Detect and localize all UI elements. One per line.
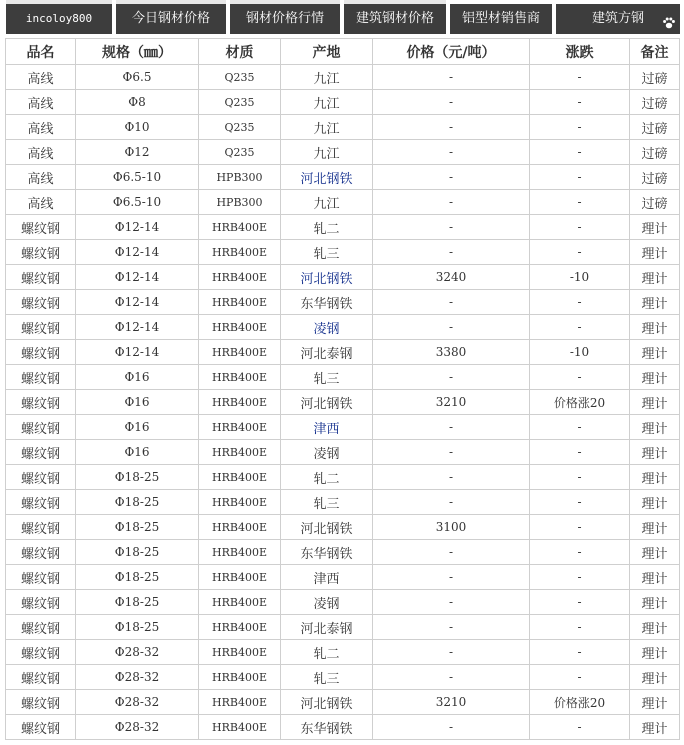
cell-price: - [373,565,530,590]
cell-spec: Φ18-25 [76,590,199,615]
origin-link[interactable]: 河北钢铁 [281,265,373,290]
cell-price: 3380 [373,340,530,365]
cell-price: - [373,465,530,490]
cell-material: HRB400E [199,540,281,565]
cell-product: 螺纹钢 [6,365,76,390]
cell-price: - [373,140,530,165]
table-row [6,215,680,240]
cell-note: 理计 [630,440,680,465]
cell-product: 螺纹钢 [6,715,76,740]
cell-spec: Φ28-32 [76,665,199,690]
table-row [6,240,680,265]
cell-note: 过磅 [630,165,680,190]
cell-note: 理计 [630,340,680,365]
table-row [6,115,680,140]
table-row [6,490,680,515]
table-row [6,615,680,640]
cell-change: - [530,240,630,265]
cell-origin: 九江 [281,90,373,115]
cell-product: 螺纹钢 [6,315,76,340]
cell-change: -10 [530,340,630,365]
cell-product: 螺纹钢 [6,490,76,515]
cell-change: -10 [530,265,630,290]
table-row [6,565,680,590]
cell-origin: 凌钢 [281,440,373,465]
cell-price: - [373,90,530,115]
cell-origin: 九江 [281,140,373,165]
cell-material: HPB300 [199,165,281,190]
cell-price: - [373,365,530,390]
cell-change: - [530,190,630,215]
cell-material: HRB400E [199,590,281,615]
header-note: 备注 [630,39,680,65]
cell-origin: 九江 [281,115,373,140]
table-row [6,290,680,315]
header-product: 品名 [6,39,76,65]
cell-material: Q235 [199,90,281,115]
cell-product: 螺纹钢 [6,390,76,415]
cell-material: HRB400E [199,565,281,590]
cell-price: 3210 [373,690,530,715]
cell-product: 螺纹钢 [6,540,76,565]
cell-note: 理计 [630,540,680,565]
cell-material: HRB400E [199,440,281,465]
cell-price: - [373,165,530,190]
cell-product: 高线 [6,90,76,115]
cell-change: - [530,415,630,440]
table-row [6,690,680,715]
cell-note: 理计 [630,265,680,290]
cell-product: 螺纹钢 [6,515,76,540]
cell-note: 理计 [630,665,680,690]
cell-material: HRB400E [199,715,281,740]
cell-material: HRB400E [199,215,281,240]
cell-change: 价格涨20 [530,390,630,415]
cell-product: 螺纹钢 [6,265,76,290]
cell-origin: 河北钢铁 [281,515,373,540]
table-row [6,165,680,190]
table-row [6,190,680,215]
header-origin: 产地 [281,39,373,65]
cell-change: - [530,590,630,615]
cell-spec: Φ16 [76,415,199,440]
cell-spec: Φ12 [76,140,199,165]
cell-note: 理计 [630,365,680,390]
cell-change: - [530,515,630,540]
cell-price: 3100 [373,515,530,540]
header-spec: 规格（㎜） [76,39,199,65]
cell-note: 理计 [630,640,680,665]
cell-origin: 轧三 [281,665,373,690]
header-price: 价格（元/吨） [373,39,530,65]
cell-change: - [530,665,630,690]
cell-spec: Φ12-14 [76,340,199,365]
cell-material: Q235 [199,140,281,165]
cell-origin: 轧三 [281,365,373,390]
nav-tab-steel-price-market[interactable]: 钢材价格行情 [230,4,340,34]
cell-price: - [373,490,530,515]
cell-change: - [530,290,630,315]
cell-change: - [530,115,630,140]
cell-material: HRB400E [199,465,281,490]
cell-price: - [373,615,530,640]
cell-spec: Φ12-14 [76,215,199,240]
cell-spec: Φ18-25 [76,490,199,515]
cell-origin: 轧三 [281,490,373,515]
cell-spec: Φ16 [76,365,199,390]
origin-link[interactable]: 凌钢 [281,315,373,340]
cell-material: HRB400E [199,290,281,315]
cell-spec: Φ10 [76,115,199,140]
cell-spec: Φ12-14 [76,290,199,315]
table-row [6,440,680,465]
cell-product: 螺纹钢 [6,690,76,715]
cell-origin: 河北泰钢 [281,340,373,365]
cell-product: 螺纹钢 [6,465,76,490]
cell-change: - [530,165,630,190]
cell-material: HRB400E [199,415,281,440]
table-row [6,515,680,540]
table-header-row [6,39,680,65]
cell-note: 理计 [630,515,680,540]
cell-product: 螺纹钢 [6,415,76,440]
cell-change: - [530,315,630,340]
origin-link[interactable]: 津西 [281,415,373,440]
table-row [6,315,680,340]
cell-spec: Φ6.5 [76,65,199,90]
cell-spec: Φ16 [76,440,199,465]
cell-material: HRB400E [199,240,281,265]
cell-price: 3210 [373,390,530,415]
cell-note: 理计 [630,215,680,240]
table-row [6,365,680,390]
cell-material: Q235 [199,115,281,140]
nav-tab-today-steel-price[interactable]: 今日钢材价格 [116,4,226,34]
cell-product: 螺纹钢 [6,240,76,265]
cell-material: HRB400E [199,265,281,290]
cell-note: 理计 [630,315,680,340]
cell-note: 理计 [630,390,680,415]
table-row [6,265,680,290]
cell-note: 理计 [630,715,680,740]
cell-material: HPB300 [199,190,281,215]
cell-price: - [373,115,530,140]
cell-spec: Φ18-25 [76,515,199,540]
cell-change: - [530,540,630,565]
cell-change: 价格涨20 [530,690,630,715]
cell-change: - [530,640,630,665]
cell-note: 理计 [630,490,680,515]
cell-spec: Φ6.5-10 [76,165,199,190]
paw-icon [662,16,676,30]
cell-price: - [373,665,530,690]
cell-origin: 轧二 [281,215,373,240]
cell-change: - [530,715,630,740]
cell-product: 高线 [6,115,76,140]
table-row [6,640,680,665]
cell-note: 理计 [630,565,680,590]
cell-product: 高线 [6,190,76,215]
cell-product: 螺纹钢 [6,640,76,665]
cell-note: 过磅 [630,90,680,115]
cell-origin: 东华钢铁 [281,715,373,740]
cell-origin: 九江 [281,65,373,90]
cell-change: - [530,615,630,640]
cell-spec: Φ28-32 [76,690,199,715]
cell-price: - [373,715,530,740]
cell-product: 高线 [6,65,76,90]
cell-spec: Φ6.5-10 [76,190,199,215]
table-row [6,90,680,115]
nav-tab-construction-square-steel[interactable]: 建筑方钢 [556,4,680,34]
cell-origin: 九江 [281,190,373,215]
cell-note: 理计 [630,590,680,615]
header-material: 材质 [199,39,281,65]
cell-price: - [373,315,530,340]
cell-origin: 河北钢铁 [281,690,373,715]
cell-spec: Φ8 [76,90,199,115]
cell-note: 过磅 [630,190,680,215]
cell-spec: Φ18-25 [76,565,199,590]
cell-change: - [530,215,630,240]
cell-change: - [530,65,630,90]
nav-tab-incoloy800[interactable]: incoloy800 [6,4,112,34]
cell-note: 过磅 [630,140,680,165]
cell-spec: Φ12-14 [76,265,199,290]
cell-product: 螺纹钢 [6,590,76,615]
cell-price: - [373,65,530,90]
cell-product: 螺纹钢 [6,290,76,315]
cell-material: HRB400E [199,365,281,390]
cell-product: 螺纹钢 [6,565,76,590]
cell-note: 理计 [630,240,680,265]
cell-price: - [373,215,530,240]
cell-spec: Φ28-32 [76,640,199,665]
cell-origin: 东华钢铁 [281,540,373,565]
cell-product: 高线 [6,165,76,190]
cell-spec: Φ16 [76,390,199,415]
cell-product: 螺纹钢 [6,665,76,690]
cell-product: 螺纹钢 [6,615,76,640]
cell-origin: 河北泰钢 [281,615,373,640]
header-change: 涨跌 [530,39,630,65]
cell-price: 3240 [373,265,530,290]
cell-origin: 东华钢铁 [281,290,373,315]
cell-origin: 津西 [281,565,373,590]
cell-origin: 轧二 [281,640,373,665]
cell-origin: 轧二 [281,465,373,490]
cell-price: - [373,440,530,465]
cell-change: - [530,565,630,590]
table-row [6,415,680,440]
cell-material: HRB400E [199,315,281,340]
cell-note: 理计 [630,415,680,440]
cell-origin: 凌钢 [281,590,373,615]
cell-product: 螺纹钢 [6,340,76,365]
cell-price: - [373,290,530,315]
cell-spec: Φ12-14 [76,315,199,340]
cell-product: 螺纹钢 [6,440,76,465]
cell-material: HRB400E [199,640,281,665]
cell-change: - [530,440,630,465]
cell-price: - [373,190,530,215]
table-row [6,715,680,740]
cell-change: - [530,140,630,165]
cell-price: - [373,590,530,615]
nav-tab-aluminum-sellers[interactable]: 铝型材销售商 [450,4,552,34]
cell-price: - [373,540,530,565]
cell-note: 理计 [630,465,680,490]
cell-origin: 河北钢铁 [281,390,373,415]
table-row [6,390,680,415]
cell-note: 理计 [630,615,680,640]
table-row [6,540,680,565]
top-navigation [0,0,684,38]
cell-change: - [530,490,630,515]
cell-material: HRB400E [199,340,281,365]
cell-material: HRB400E [199,665,281,690]
steel-price-table [5,38,680,740]
cell-material: HRB400E [199,615,281,640]
nav-tab-construction-steel-price[interactable]: 建筑钢材价格 [344,4,446,34]
cell-note: 过磅 [630,65,680,90]
cell-spec: Φ28-32 [76,715,199,740]
table-row [6,465,680,490]
cell-material: HRB400E [199,390,281,415]
cell-origin: 轧三 [281,240,373,265]
table-row [6,140,680,165]
cell-material: HRB400E [199,490,281,515]
cell-spec: Φ18-25 [76,615,199,640]
origin-link[interactable]: 河北钢铁 [281,165,373,190]
cell-change: - [530,90,630,115]
cell-spec: Φ12-14 [76,240,199,265]
cell-material: Q235 [199,65,281,90]
table-row [6,65,680,90]
cell-change: - [530,365,630,390]
table-row [6,665,680,690]
cell-spec: Φ18-25 [76,465,199,490]
cell-price: - [373,640,530,665]
cell-product: 螺纹钢 [6,215,76,240]
cell-note: 理计 [630,690,680,715]
cell-change: - [530,465,630,490]
table-row [6,590,680,615]
cell-material: HRB400E [199,515,281,540]
cell-product: 高线 [6,140,76,165]
cell-price: - [373,415,530,440]
cell-price: - [373,240,530,265]
cell-note: 过磅 [630,115,680,140]
cell-note: 理计 [630,290,680,315]
table-row [6,340,680,365]
cell-material: HRB400E [199,690,281,715]
cell-spec: Φ18-25 [76,540,199,565]
